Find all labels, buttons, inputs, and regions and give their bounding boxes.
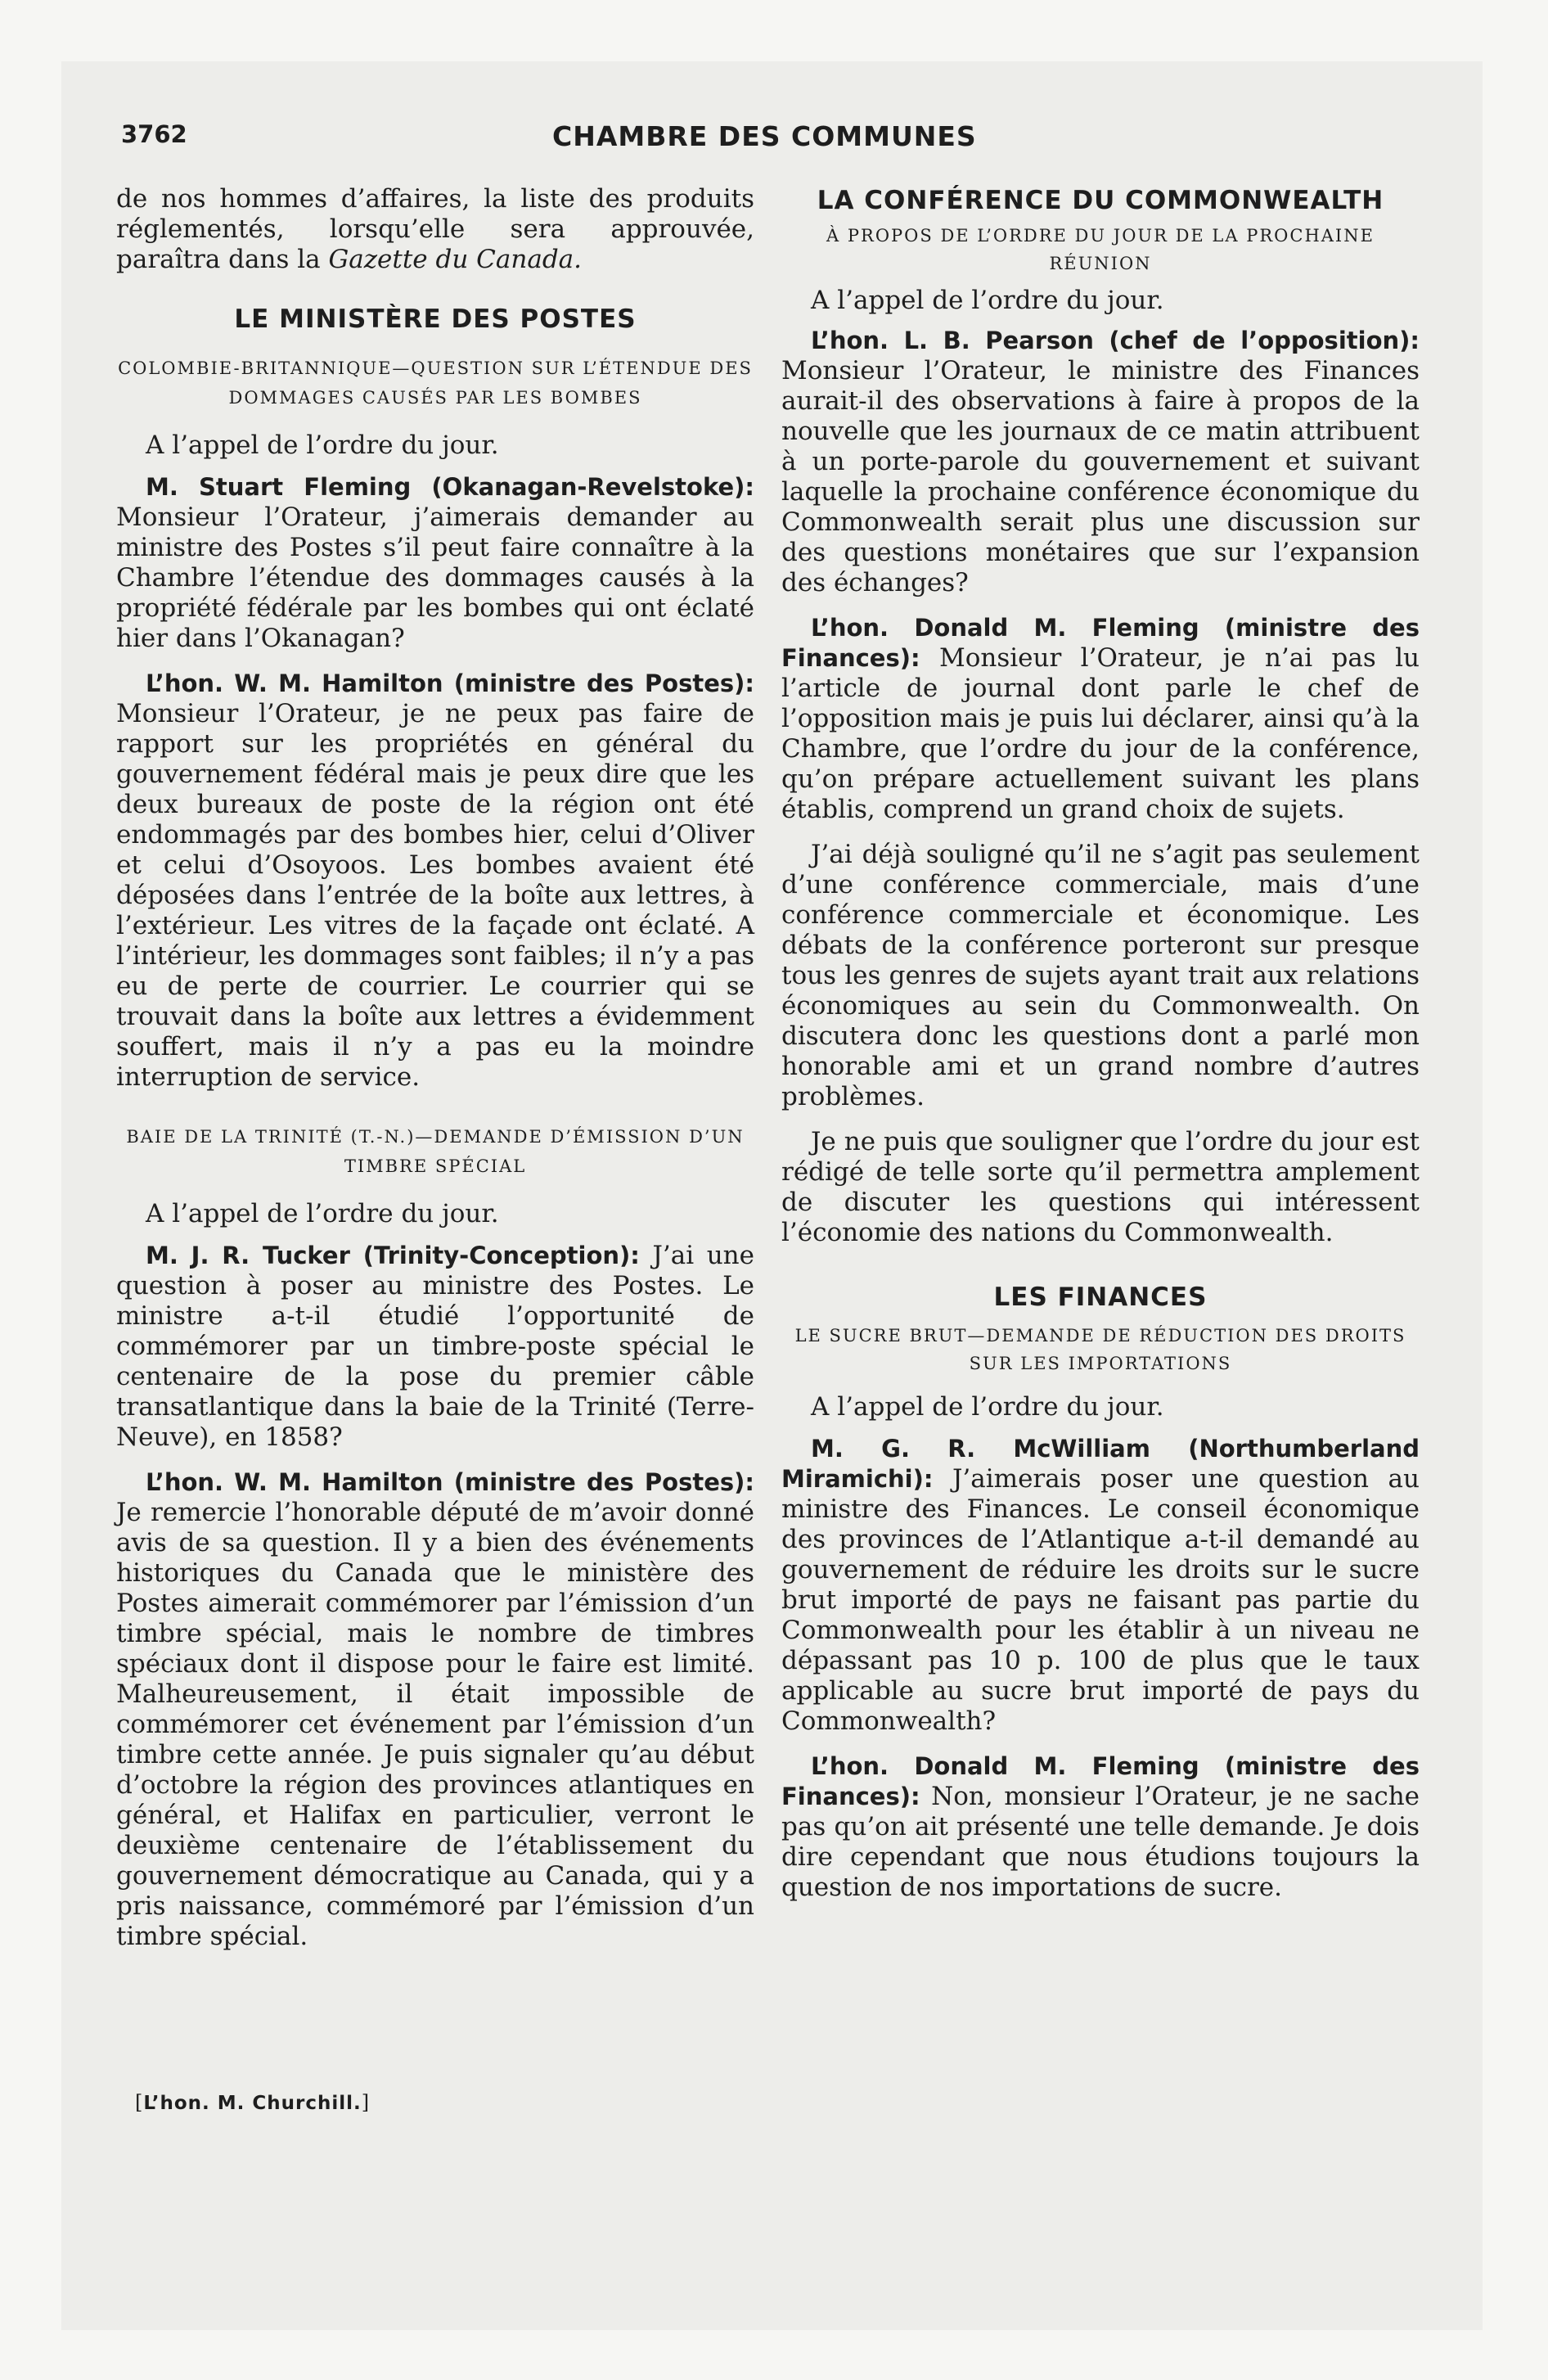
speaker-name: M. J. R. Tucker (Trinity-Conception): [146,1242,640,1269]
speaker-name: L’hon. W. M. Hamilton (ministre des Postes): [146,1468,754,1496]
section-subtitle-bombes: COLOMBIE-BRITANNIQUE—QUESTION SUR L’ÉTENDUE DES DOMMAGES CAUSÉS PAR LES BOMBES [118,358,753,408]
speech-paragraph [116,1241,754,1453]
speech-paragraph [116,472,754,654]
intro-paragraph [116,184,754,275]
speech-text: Monsieur l’Orateur, j’aimerais demander au ministre des Postes s’il peut faire connaître à la Chambre l’étendue des dommages causés à la propriété fédérale par les bombes qui ont éclaté hier dans l’Okanagan? [116,503,754,653]
speech-paragraph: Je ne puis que souligner que l’ordre du jour est rédigé de telle sorte qu’il permettra amplement de discuter les questions qui intéressent l’économie des nations du Commonwealth. [781,1127,1420,1247]
speaker-name: M. Stuart Fleming (Okanagan-Revelstoke): [146,473,754,501]
section-title-commonwealth: LA CONFÉRENCE DU COMMONWEALTH [817,186,1384,215]
speech-paragraph [116,669,754,1093]
speech-text: Monsieur l’Orateur, le ministre des Finances aurait-il des observations à faire à propos de la nouvelle que les journaux de ce matin attribuent à un porte-parole du gouvernement et suivant laquelle la prochaine conférence économique du Commonwealth serait plus une discussion sur des questions monétaires que sur l’expansion des échanges? [781,356,1420,597]
section-subtitle-ordre: À PROPOS DE L’ORDRE DU JOUR DE LA PROCHAINE RÉUNION [826,226,1375,273]
order-of-day: A l’appel de l’ordre du jour. [811,1392,1164,1422]
running-head: CHAMBRE DES COMMUNES [552,120,977,152]
section-subtitle-timbre: BAIE DE LA TRINITÉ (T.-N.)—DEMANDE D’ÉMISSION D’UN TIMBRE SPÉCIAL [126,1127,745,1176]
order-of-day: A l’appel de l’ordre du jour. [146,430,499,460]
order-of-day: A l’appel de l’ordre du jour. [811,286,1164,315]
speech-text: J’ai une question à poser au ministre des Postes. Le ministre a-t-il étudié l’opportunité de commémorer par un timbre-poste spécial le centenaire de la pose du premier câble transatlantique dans la baie de la Trinité (Terre-Neuve), en 1858? [116,1241,754,1452]
speech-paragraph [781,1434,1420,1737]
speech-text: Je remercie l’honorable député de m’avoir donné avis de sa question. Il y a bien des événements historiques du Canada que le ministère des Postes aimerait commémorer par l’émission d’un timbre spécial, mais le nombre de timbres spéciaux dont il dispose pour le faire est limité. Malheureusement, il était impossible de commémorer cet événement par l’émission d’un timbre cette année. Je puis signaler qu’au début d’octobre la région des provinces atlantiques en général, et Halifax en particulier, verront le deuxième centenaire de l’établissement du gouvernement démocratique au Canada, qui y a pris naissance, commémoré par l’émission d’un timbre spécial. [116,1498,754,1951]
speaker-name: L’hon. L. B. Pearson (chef de l’opposition): [811,327,1420,354]
footer-note [135,2091,370,2114]
footer-bracket-open: [ [135,2091,144,2114]
speech-paragraph: J’ai déjà souligné qu’il ne s’agit pas seulement d’une conférence commerciale, mais d’une conférence commerciale et économique. Les débats de la conférence porteront sur presque tous les genres de sujets ayant trait aux relations économiques au sein du Commonwealth. On discutera donc les questions dont a parlé mon honorable ami et un grand nombre d’autres problèmes. [781,840,1420,1111]
speech-text: J’aimerais poser une question au ministre des Finances. Le conseil économique des provinces de l’Atlantique a-t-il demandé au gouvernement de réduire les droits sur le sucre brut importé de pays ne faisant pas partie du Commonwealth pour les établir à un niveau ne dépassant pas 10 p. 100 de plus que le taux applicable au sucre brut importé de pays du Commonwealth? [781,1464,1420,1736]
speaker-name: L’hon. Donald M. Fleming (ministre des Finances): [781,614,1420,672]
speech-paragraph [781,1751,1420,1903]
speech-paragraph [781,613,1420,825]
speaker-name: M. G. R. McWilliam (Northumberland Miramichi): [781,1435,1420,1493]
section-subtitle-sucre: LE SUCRE BRUT—DEMANDE DE RÉDUCTION DES DROITS SUR LES IMPORTATIONS [794,1326,1406,1373]
speaker-name: L’hon. W. M. Hamilton (ministre des Postes): [146,669,754,697]
left-column [116,184,754,1952]
intro-text: de nos hommes d’affaires, la liste des produits réglementés, lorsqu’elle sera approuvée, paraîtra dans la [116,184,754,274]
intro-publication: Gazette du Canada. [328,245,582,274]
right-column [781,184,1420,1903]
order-of-day: A l’appel de l’ordre du jour. [146,1199,499,1228]
speech-text: Non, monsieur l’Orateur, je ne sache pas qu’on ait présenté une telle demande. Je dois dire cependant que nous étudions toujours la question de nos importations de sucre. [781,1782,1420,1902]
footer-name: L’hon. M. Churchill. [143,2093,362,2114]
speaker-name: L’hon. Donald M. Fleming (ministre des Finances): [781,1752,1420,1810]
page-number: 3762 [121,120,187,148]
speech-paragraph [781,326,1420,598]
speech-text: Monsieur l’Orateur, je ne peux pas faire de rapport sur les propriétés en général du gouvernement fédéral mais je peux dire que les deux bureaux de poste de la région ont été endommagés par des bombes hier, celui d’Oliver et celui d’Osoyoos. Les bombes avaient été déposées dans l’entrée de la boîte aux lettres, à l’extérieur. Les vitres de la façade ont éclaté. A l’intérieur, les dommages sont faibles; il n’y a pas eu de perte de courrier. Le courrier qui se trouvait dans la boîte aux lettres a évidemment souffert, mais il n’y a pas eu la moindre interruption de service. [116,699,754,1092]
footer-bracket-close: ] [361,2091,371,2114]
speech-paragraph [116,1467,754,1952]
section-title-postes: LE MINISTÈRE DES POSTES [234,304,637,334]
speech-text: Monsieur l’Orateur, je n’ai pas lu l’article de journal dont parle le chef de l’opposition mais je puis lui déclarer, ainsi qu’à la Chambre, que l’ordre du jour de la conférence, qu’on prépare actuellement suivant les plans établis, comprend un grand choix de sujets. [781,643,1420,824]
section-title-finances: LES FINANCES [993,1282,1208,1312]
